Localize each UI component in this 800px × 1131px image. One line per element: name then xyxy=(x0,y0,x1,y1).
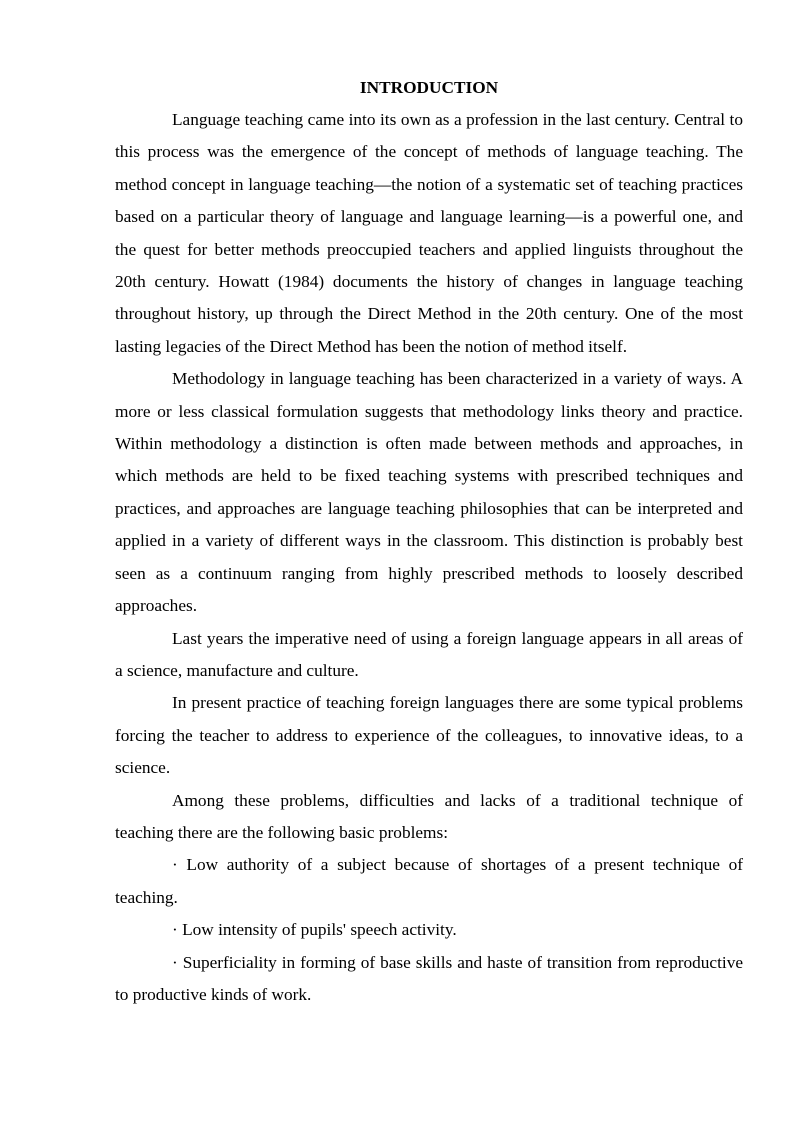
document-body xyxy=(115,104,743,1011)
paragraph-methodology: Methodology in language teaching has been characterized in a variety of ways. A more or less classical formulation suggests that methodology links theory and practice. Within methodology a distinction is often made between methods and approaches, in which methods are held to be fixed teaching systems with prescribed techniques and practices, and approaches are language teaching philosophies that can be interpreted and applied in a variety of different ways in the classroom. This distinction is probably best seen as a continuum ranging from highly prescribed methods to loosely described approaches. xyxy=(115,369,743,616)
paragraph-typical-problems: In present practice of teaching foreign languages there are some typical problems forcing the teacher to address to experience of the colleagues, to innovative ideas, to a science. xyxy=(115,693,743,778)
document-heading: INTRODUCTION xyxy=(359,78,499,97)
paragraph-method-history: Language teaching came into its own as a profession in the last century. Central to this process was the emergence of the concept of methods of language teaching. The method concept in language teaching—the notion of a systematic set of teaching practices based on a particular theory of language and language learning—is a powerful one, and the quest for better methods preoccupied teachers and applied linguists throughout the 20th century. Howatt (1984) documents the history of changes in language teaching throughout history, up through the Direct Method in the 20th century. One of the most lasting legacies of the Direct Method has been the notion of method itself. xyxy=(115,110,743,356)
list-item-low-intensity: · Low intensity of pupils' speech activity. xyxy=(172,920,457,940)
paragraph-basic-problems-intro: Among these problems, difficulties and lacks of a traditional technique of teaching there are the following basic problems: xyxy=(115,790,743,842)
list-item-superficiality: · Superficiality in forming of base skills and haste of transition from reproductive to productive kinds of work. xyxy=(115,952,743,1004)
list-item-low-authority: · Low authority of a subject because of shortages of a present technique of teaching. xyxy=(115,855,743,907)
paragraph-foreign-language-need: Last years the imperative need of using a foreign language appears in all areas of a science, manufacture and culture. xyxy=(115,628,743,680)
